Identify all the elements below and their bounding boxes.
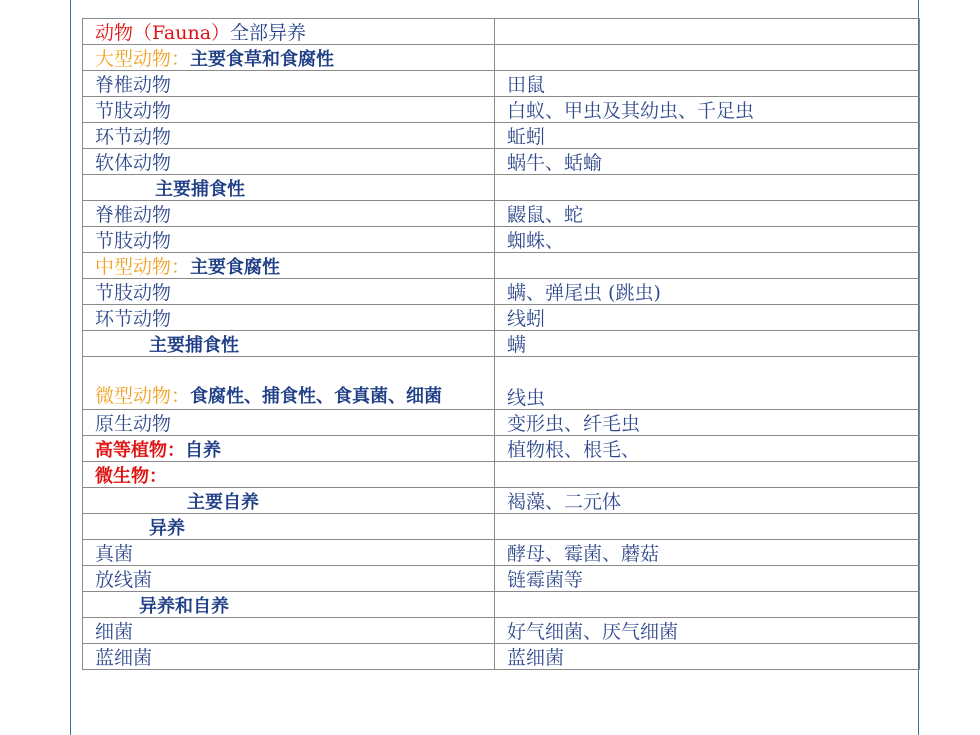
table-row	[83, 305, 920, 331]
group-label-segment: 放线菌	[95, 569, 153, 591]
example-organisms-cell: 变形虫、纤毛虫	[495, 410, 920, 436]
group-label-segment: 全部异养	[230, 22, 307, 44]
table-row	[83, 45, 920, 71]
table-row	[83, 279, 920, 305]
table-row	[83, 253, 920, 279]
organism-group-cell	[83, 540, 495, 566]
example-organisms-cell	[495, 514, 920, 540]
example-organisms-cell: 鼹鼠、蛇	[495, 201, 920, 227]
left-frame-rule	[70, 0, 71, 735]
organism-group-cell	[83, 123, 495, 149]
table-row	[83, 462, 920, 488]
table-row	[83, 514, 920, 540]
group-label-segment: 中型动物：	[95, 256, 191, 278]
table-row	[83, 175, 920, 201]
table-row	[83, 592, 920, 618]
group-label-segment: 动物（Fauna）	[95, 22, 231, 44]
example-organisms-cell	[495, 592, 920, 618]
group-label-segment: 高等植物：	[95, 440, 185, 461]
organism-group-cell	[83, 514, 495, 540]
organism-group-cell	[83, 618, 495, 644]
organism-group-cell	[83, 71, 495, 97]
organism-group-cell	[83, 592, 495, 618]
table-row	[83, 436, 920, 462]
group-label-segment: 环节动物	[95, 126, 172, 148]
table-row	[83, 410, 920, 436]
organism-group-cell	[83, 644, 495, 670]
group-label-segment: 主要食草和食腐性	[190, 49, 335, 70]
example-organisms-cell: 植物根、根毛、	[495, 436, 920, 462]
group-label-segment: 真菌	[95, 543, 134, 565]
example-organisms-cell: 链霉菌等	[495, 566, 920, 592]
organism-group-cell	[83, 175, 495, 201]
table-row	[83, 227, 920, 253]
organism-group-cell	[83, 201, 495, 227]
example-organisms-cell: 线虫	[495, 357, 920, 410]
group-label-segment: 软体动物	[95, 152, 172, 174]
organism-group-cell	[83, 19, 495, 45]
group-label-segment: 大型动物：	[95, 48, 191, 70]
group-label-segment: 主要捕食性	[155, 179, 245, 200]
organism-group-cell	[83, 97, 495, 123]
example-organisms-cell: 螨、弹尾虫 (跳虫)	[495, 279, 920, 305]
table-row	[83, 71, 920, 97]
example-organisms-cell	[495, 175, 920, 201]
table-row	[83, 19, 920, 45]
group-label-segment: 微生物：	[95, 466, 167, 487]
example-organisms-cell	[495, 45, 920, 71]
group-label-segment: 主要食腐性	[190, 257, 281, 278]
table-row	[83, 97, 920, 123]
soil-organism-table	[82, 18, 920, 670]
table-row	[83, 357, 920, 410]
group-label-segment: 原生动物	[95, 413, 172, 435]
table-row	[83, 618, 920, 644]
group-label-segment: 脊椎动物	[95, 204, 172, 226]
group-label-segment: 食腐性、捕食性、食真菌、细菌	[190, 386, 443, 407]
table-row	[83, 123, 920, 149]
table-row	[83, 644, 920, 670]
example-organisms-cell	[495, 19, 920, 45]
group-label-segment: 节肢动物	[95, 230, 172, 252]
example-organisms-cell: 蜘蛛、	[495, 227, 920, 253]
example-organisms-cell: 白蚁、甲虫及其幼虫、千足虫	[495, 97, 920, 123]
table-row	[83, 566, 920, 592]
organism-group-cell	[83, 331, 495, 357]
table-row	[83, 488, 920, 514]
group-label-segment: 自养	[185, 440, 221, 461]
example-organisms-cell: 褐藻、二元体	[495, 488, 920, 514]
group-label-segment: 节肢动物	[95, 282, 172, 304]
example-organisms-cell	[495, 253, 920, 279]
table-row	[83, 331, 920, 357]
organism-group-cell	[83, 436, 495, 462]
group-label-segment: 细菌	[95, 621, 134, 643]
table-body	[83, 19, 920, 670]
group-label-segment: 微型动物：	[95, 385, 191, 407]
group-label-segment: 主要自养	[187, 492, 259, 513]
organism-group-cell	[83, 410, 495, 436]
organism-group-cell	[83, 357, 495, 410]
example-organisms-cell: 酵母、霉菌、蘑菇	[495, 540, 920, 566]
organism-group-cell	[83, 253, 495, 279]
organism-group-cell	[83, 566, 495, 592]
group-label-segment: 蓝细菌	[95, 647, 153, 669]
organism-group-cell	[83, 45, 495, 71]
table-row	[83, 149, 920, 175]
example-organisms-cell: 好气细菌、厌气细菌	[495, 618, 920, 644]
example-organisms-cell: 蜗牛、蛞蝓	[495, 149, 920, 175]
example-organisms-cell: 蚯蚓	[495, 123, 920, 149]
group-label-segment: 脊椎动物	[95, 74, 172, 96]
table-row	[83, 540, 920, 566]
organism-group-cell	[83, 149, 495, 175]
example-organisms-cell	[495, 462, 920, 488]
example-organisms-cell: 田鼠	[495, 71, 920, 97]
group-label-segment: 环节动物	[95, 308, 172, 330]
group-label-segment: 异养和自养	[139, 596, 229, 617]
group-label-segment: 主要捕食性	[149, 335, 239, 356]
example-organisms-cell: 线蚓	[495, 305, 920, 331]
organism-group-cell	[83, 305, 495, 331]
organism-group-cell	[83, 462, 495, 488]
group-label-segment: 异养	[149, 518, 185, 539]
table-row	[83, 201, 920, 227]
group-label-segment: 节肢动物	[95, 100, 172, 122]
organism-group-cell	[83, 227, 495, 253]
organism-group-cell	[83, 488, 495, 514]
organism-group-cell	[83, 279, 495, 305]
example-organisms-cell: 螨	[495, 331, 920, 357]
example-organisms-cell: 蓝细菌	[495, 644, 920, 670]
